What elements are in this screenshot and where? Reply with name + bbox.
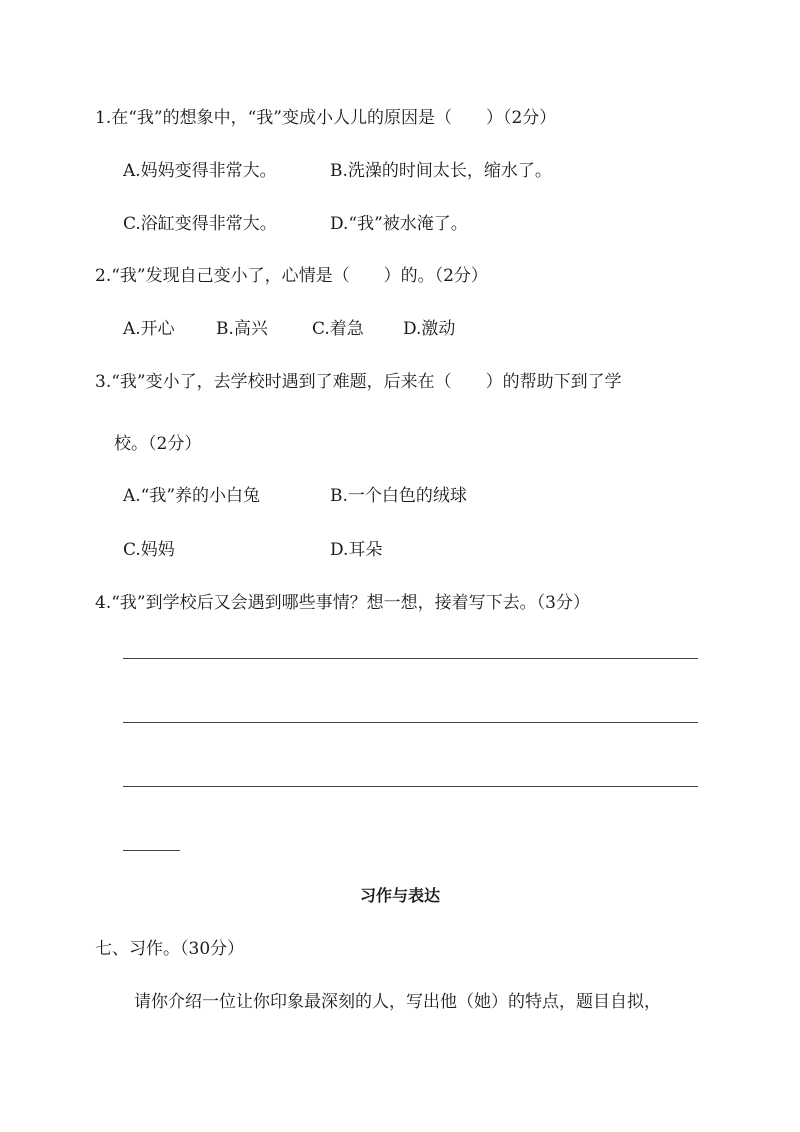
q3-option-b: B.一个白色的绒球: [330, 486, 467, 506]
q1-option-d: D.“我”被水淹了。: [330, 214, 468, 234]
question-1-stem: 1.在“我”的想象中，“我”变成小人儿的原因是（ ）（2分）: [95, 108, 557, 128]
answer-line-3[interactable]: [123, 786, 698, 787]
question-3-stem-line2: 校。（2分）: [114, 434, 202, 454]
q1-option-b: B.洗澡的时间太长，缩水了。: [330, 161, 552, 181]
answer-line-2[interactable]: [123, 722, 698, 723]
question-4-stem: 4.“我”到学校后又会遇到哪些事情？想一想，接着写下去。（3分）: [95, 593, 590, 613]
section-title: 习作与表达: [359, 886, 440, 905]
q1-option-a: A.妈妈变得非常大。: [123, 161, 277, 181]
answer-line-4[interactable]: [123, 850, 180, 851]
answer-line-1[interactable]: [123, 658, 698, 659]
q3-option-a: A.“我”养的小白兔: [123, 486, 261, 506]
q2-option-c: C.着急: [312, 319, 364, 339]
q1-option-c: C.浴缸变得非常大。: [123, 214, 277, 234]
writing-prompt: 请你介绍一位让你印象最深刻的人，写出他（她）的特点，题目自拟，: [134, 992, 661, 1012]
q3-option-c: C.妈妈: [123, 540, 175, 560]
question-3-stem-line1: 3.“我”变小了，去学校时遇到了难题，后来在（ ）的帮助下到了学: [95, 372, 622, 392]
question-2-stem: 2.“我”发现自己变小了，心情是（ ）的。（2分）: [95, 266, 488, 286]
q2-option-b: B.高兴: [216, 319, 268, 339]
q3-option-d: D.耳朵: [330, 540, 383, 560]
q2-option-a: A.开心: [123, 319, 175, 339]
q2-option-d: D.激动: [403, 319, 456, 339]
writing-heading: 七、习作。（30分）: [95, 939, 245, 959]
